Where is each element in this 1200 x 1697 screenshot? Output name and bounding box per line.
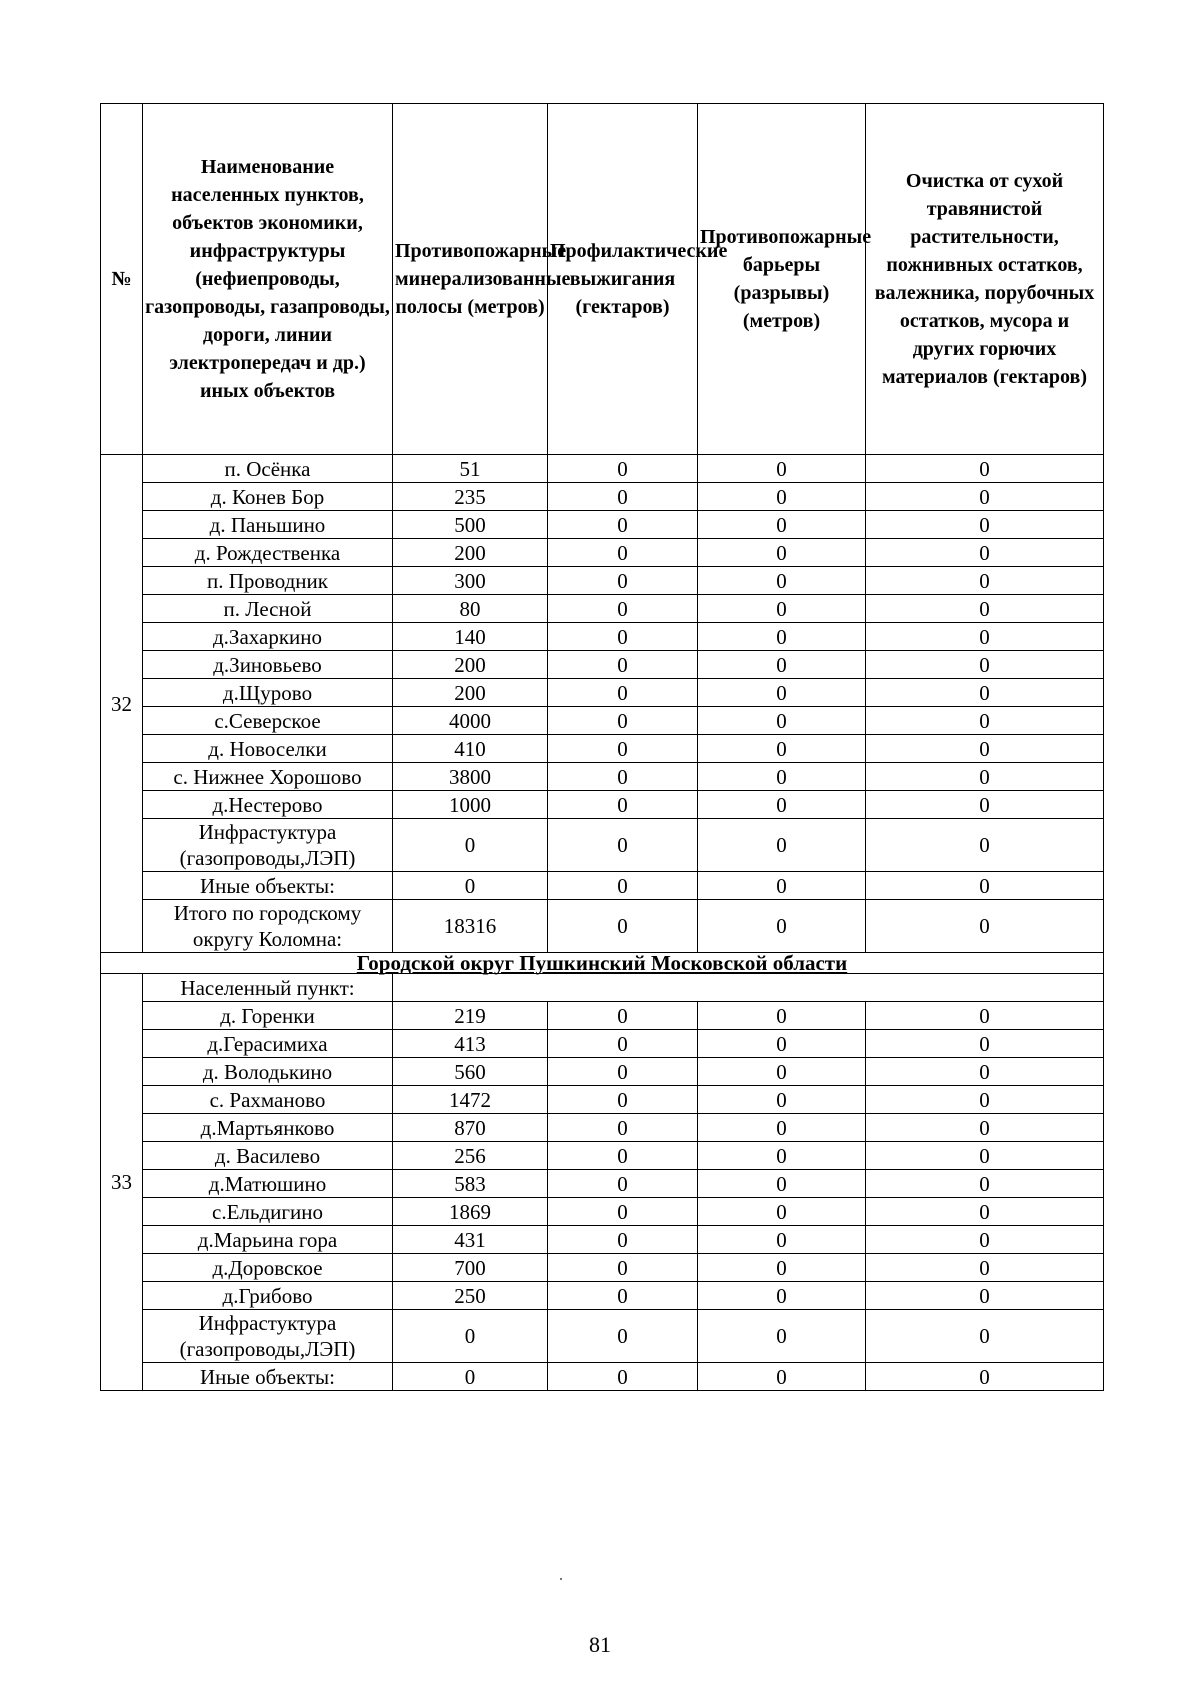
block-33: [101, 974, 1104, 1391]
cell-barriers: 0: [698, 539, 866, 567]
table-row: [101, 1363, 1104, 1391]
cell-burning: 0: [548, 511, 698, 539]
table-row: [101, 707, 1104, 735]
cell-cleaning: 0: [866, 1002, 1104, 1030]
subheader-row: [101, 974, 1104, 1002]
cell-strips: 583: [393, 1170, 548, 1198]
table-row: [101, 1058, 1104, 1086]
table-row: [101, 900, 1104, 953]
cell-strips: 200: [393, 651, 548, 679]
cell-cleaning: 0: [866, 763, 1104, 791]
cell-barriers: 0: [698, 455, 866, 483]
header-barriers: Противопожарные барьеры (разрывы) (метров): [698, 104, 866, 455]
cell-burning: 0: [548, 623, 698, 651]
table-row: [101, 1226, 1104, 1254]
cell-name: д.Марьина гора: [143, 1226, 393, 1254]
cell-name: д. Володькино: [143, 1058, 393, 1086]
cell-barriers: 0: [698, 1142, 866, 1170]
cell-name: п. Лесной: [143, 595, 393, 623]
cell-burning: 0: [548, 872, 698, 900]
cell-barriers: 0: [698, 1058, 866, 1086]
cell-barriers: 0: [698, 1254, 866, 1282]
cell-cleaning: 0: [866, 1254, 1104, 1282]
cell-strips: 200: [393, 679, 548, 707]
cell-name: д.Нестерово: [143, 791, 393, 819]
cell-barriers: 0: [698, 819, 866, 872]
cell-burning: 0: [548, 707, 698, 735]
cell-burning: 0: [548, 1086, 698, 1114]
table-row: [101, 483, 1104, 511]
cell-cleaning: 0: [866, 819, 1104, 872]
table-row: [101, 567, 1104, 595]
cell-strips: 0: [393, 819, 548, 872]
cell-cleaning: 0: [866, 735, 1104, 763]
table-row: [101, 1310, 1104, 1363]
cell-barriers: 0: [698, 900, 866, 953]
cell-cleaning: 0: [866, 539, 1104, 567]
header-number: №: [101, 104, 143, 455]
cell-strips: 256: [393, 1142, 548, 1170]
table-row: [101, 1086, 1104, 1114]
cell-burning: 0: [548, 483, 698, 511]
cell-cleaning: 0: [866, 1142, 1104, 1170]
cell-burning: 0: [548, 1002, 698, 1030]
cell-barriers: 0: [698, 679, 866, 707]
section-title-row: [101, 953, 1104, 974]
cell-name: д.Зиновьево: [143, 651, 393, 679]
cell-strips: 219: [393, 1002, 548, 1030]
subheader-label: Населенный пункт:: [143, 974, 393, 1002]
cell-strips: 560: [393, 1058, 548, 1086]
cell-name: п. Проводник: [143, 567, 393, 595]
subheader-empty: [393, 974, 1104, 1002]
cell-burning: 0: [548, 679, 698, 707]
cell-name: с.Северское: [143, 707, 393, 735]
cell-name: Инфрастуктура (газопроводы,ЛЭП): [143, 819, 393, 872]
cell-strips: 140: [393, 623, 548, 651]
cell-strips: 1000: [393, 791, 548, 819]
table-row: [101, 791, 1104, 819]
cell-barriers: 0: [698, 1226, 866, 1254]
cell-barriers: 0: [698, 595, 866, 623]
table-row: [101, 763, 1104, 791]
cell-strips: 431: [393, 1226, 548, 1254]
cell-strips: 700: [393, 1254, 548, 1282]
cell-strips: 51: [393, 455, 548, 483]
table-row: [101, 1198, 1104, 1226]
cell-barriers: 0: [698, 735, 866, 763]
cell-burning: 0: [548, 1114, 698, 1142]
cell-cleaning: 0: [866, 1170, 1104, 1198]
cell-name: д. Рождественка: [143, 539, 393, 567]
table-row: [101, 651, 1104, 679]
cell-strips: 4000: [393, 707, 548, 735]
cell-cleaning: 0: [866, 872, 1104, 900]
cell-name: п. Осёнка: [143, 455, 393, 483]
table-row: [101, 1030, 1104, 1058]
cell-strips: 0: [393, 1363, 548, 1391]
table-row: [101, 455, 1104, 483]
cell-barriers: 0: [698, 511, 866, 539]
cell-cleaning: 0: [866, 567, 1104, 595]
cell-burning: 0: [548, 567, 698, 595]
cell-name: Иные объекты:: [143, 872, 393, 900]
cell-strips: 250: [393, 1282, 548, 1310]
cell-barriers: 0: [698, 791, 866, 819]
cell-strips: 300: [393, 567, 548, 595]
cell-name: с. Нижнее Хорошово: [143, 763, 393, 791]
cell-burning: 0: [548, 539, 698, 567]
cell-cleaning: 0: [866, 623, 1104, 651]
table-row: [101, 623, 1104, 651]
cell-cleaning: 0: [866, 1226, 1104, 1254]
cell-barriers: 0: [698, 763, 866, 791]
cell-name: д.Захаркино: [143, 623, 393, 651]
table-row: [101, 511, 1104, 539]
cell-barriers: 0: [698, 623, 866, 651]
cell-name: Итого по городскому округу Коломна:: [143, 900, 393, 953]
header-burning: Профилактические выжигания (гектаров): [548, 104, 698, 455]
cell-name: д.Грибово: [143, 1282, 393, 1310]
cell-barriers: 0: [698, 1002, 866, 1030]
cell-burning: 0: [548, 763, 698, 791]
header-name: Наименование населенных пунктов, объектов экономики, инфраструктуры (нефиепроводы, газопроводы, газапроводы, дороги, линии электропередач и др.) иных объектов: [143, 104, 393, 455]
cell-strips: 3800: [393, 763, 548, 791]
table-row: [101, 735, 1104, 763]
cell-barriers: 0: [698, 872, 866, 900]
cell-name: д.Щурово: [143, 679, 393, 707]
cell-burning: 0: [548, 735, 698, 763]
cell-cleaning: 0: [866, 1282, 1104, 1310]
block-32: [101, 455, 1104, 953]
cell-strips: 500: [393, 511, 548, 539]
table-row: [101, 872, 1104, 900]
cell-barriers: 0: [698, 1114, 866, 1142]
cell-burning: 0: [548, 455, 698, 483]
cell-name: д.Доровское: [143, 1254, 393, 1282]
cell-barriers: 0: [698, 1282, 866, 1310]
table-row: [101, 1114, 1104, 1142]
cell-burning: 0: [548, 595, 698, 623]
cell-barriers: 0: [698, 1030, 866, 1058]
table-row: [101, 595, 1104, 623]
cell-strips: 200: [393, 539, 548, 567]
table-header-row: [101, 104, 1104, 455]
cell-barriers: 0: [698, 567, 866, 595]
table-row: [101, 819, 1104, 872]
cell-name: д.Герасимиха: [143, 1030, 393, 1058]
cell-name: д. Василево: [143, 1142, 393, 1170]
cell-strips: 413: [393, 1030, 548, 1058]
cell-burning: 0: [548, 1058, 698, 1086]
cell-cleaning: 0: [866, 1363, 1104, 1391]
table-row: [101, 1142, 1104, 1170]
scan-dot: [560, 1578, 562, 1580]
cell-barriers: 0: [698, 1310, 866, 1363]
cell-burning: 0: [548, 1142, 698, 1170]
fire-measures-table: [100, 103, 1104, 1391]
cell-burning: 0: [548, 1254, 698, 1282]
cell-strips: 410: [393, 735, 548, 763]
cell-burning: 0: [548, 900, 698, 953]
cell-name: д.Матюшино: [143, 1170, 393, 1198]
cell-barriers: 0: [698, 1086, 866, 1114]
cell-cleaning: 0: [866, 1114, 1104, 1142]
table-row: [101, 1254, 1104, 1282]
section-title-block: [101, 953, 1104, 974]
cell-strips: 1869: [393, 1198, 548, 1226]
row-number: 32: [101, 455, 143, 953]
header-strips: Противопожарные минерализованные полосы (метров): [393, 104, 548, 455]
cell-cleaning: 0: [866, 1058, 1104, 1086]
table-row: [101, 1002, 1104, 1030]
cell-cleaning: 0: [866, 791, 1104, 819]
table-row: [101, 539, 1104, 567]
cell-burning: 0: [548, 1170, 698, 1198]
cell-name: Иные объекты:: [143, 1363, 393, 1391]
cell-cleaning: 0: [866, 1198, 1104, 1226]
page-number: 81: [589, 1632, 611, 1657]
cell-strips: 0: [393, 1310, 548, 1363]
table-row: [101, 1282, 1104, 1310]
cell-cleaning: 0: [866, 900, 1104, 953]
header-cleaning: Очистка от сухой травянистой растительности, пожнивных остатков, валежника, порубочных остатков, мусора и других горючих материалов (гектаров): [866, 104, 1104, 455]
cell-barriers: 0: [698, 1363, 866, 1391]
cell-burning: 0: [548, 1282, 698, 1310]
cell-burning: 0: [548, 1030, 698, 1058]
cell-burning: 0: [548, 819, 698, 872]
cell-barriers: 0: [698, 1170, 866, 1198]
cell-cleaning: 0: [866, 1030, 1104, 1058]
cell-name: д. Новоселки: [143, 735, 393, 763]
cell-cleaning: 0: [866, 679, 1104, 707]
cell-cleaning: 0: [866, 455, 1104, 483]
cell-burning: 0: [548, 1363, 698, 1391]
cell-name: с. Рахманово: [143, 1086, 393, 1114]
section-title: Городской округ Пушкинский Московской области: [101, 953, 1104, 974]
cell-burning: 0: [548, 651, 698, 679]
cell-strips: 18316: [393, 900, 548, 953]
cell-burning: 0: [548, 1226, 698, 1254]
cell-name: д.Мартьянково: [143, 1114, 393, 1142]
cell-strips: 1472: [393, 1086, 548, 1114]
cell-burning: 0: [548, 1310, 698, 1363]
cell-name: д. Паньшино: [143, 511, 393, 539]
cell-name: д. Горенки: [143, 1002, 393, 1030]
cell-name: с.Ельдигино: [143, 1198, 393, 1226]
cell-name: д. Конев Бор: [143, 483, 393, 511]
cell-burning: 0: [548, 791, 698, 819]
cell-cleaning: 0: [866, 595, 1104, 623]
cell-barriers: 0: [698, 707, 866, 735]
cell-cleaning: 0: [866, 1086, 1104, 1114]
cell-strips: 0: [393, 872, 548, 900]
cell-barriers: 0: [698, 651, 866, 679]
cell-strips: 870: [393, 1114, 548, 1142]
cell-cleaning: 0: [866, 483, 1104, 511]
cell-cleaning: 0: [866, 707, 1104, 735]
cell-cleaning: 0: [866, 1310, 1104, 1363]
row-number: 33: [101, 974, 143, 1391]
cell-strips: 80: [393, 595, 548, 623]
table-row: [101, 1170, 1104, 1198]
cell-name: Инфрастуктура (газопроводы,ЛЭП): [143, 1310, 393, 1363]
cell-cleaning: 0: [866, 511, 1104, 539]
cell-barriers: 0: [698, 483, 866, 511]
cell-cleaning: 0: [866, 651, 1104, 679]
cell-barriers: 0: [698, 1198, 866, 1226]
table-row: [101, 679, 1104, 707]
cell-burning: 0: [548, 1198, 698, 1226]
cell-strips: 235: [393, 483, 548, 511]
